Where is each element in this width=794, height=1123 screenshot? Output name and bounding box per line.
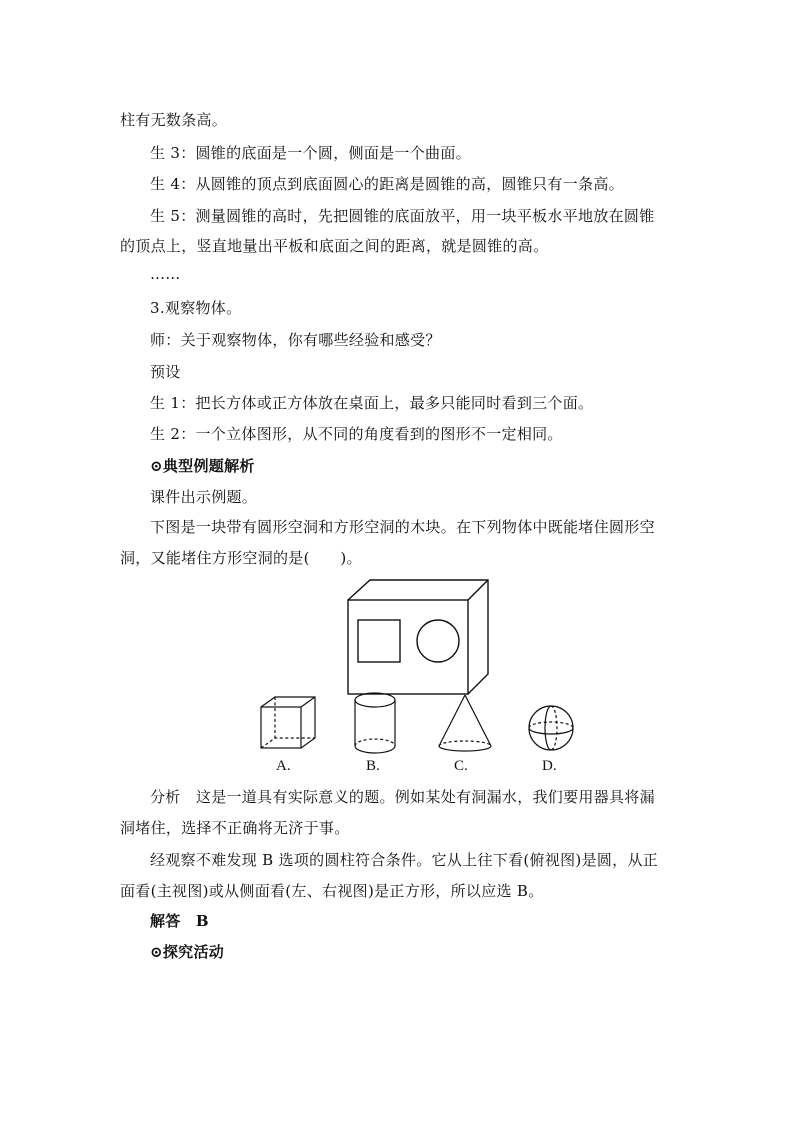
- text-line: 课件出示例题。: [150, 488, 258, 506]
- ellipsis-line: ……: [150, 265, 181, 283]
- text-line: 生 3：圆锥的底面是一个圆，侧面是一个曲面。: [150, 144, 471, 162]
- option-label-d: D.: [542, 758, 557, 774]
- cube-shape: [261, 697, 315, 748]
- question-line: 洞，又能堵住方形空洞的是( )。: [120, 549, 362, 567]
- text-line: 柱有无数条高。: [120, 111, 228, 129]
- question-line: 下图是一块带有圆形空洞和方形空洞的木块。在下列物体中既能堵住圆形空: [150, 518, 655, 536]
- text-line: 生 5：测量圆锥的高时，先把圆锥的底面放平，用一块平板水平地放在圆锥: [150, 207, 655, 225]
- text-line: 的顶点上，竖直地量出平板和底面之间的距离，就是圆锥的高。: [120, 237, 549, 255]
- analysis-line: 洞堵住，选择不正确将无济于事。: [120, 819, 350, 837]
- activity-heading: ⊙探究活动: [150, 943, 225, 961]
- text-line: 经观察不难发现 B 选项的圆柱符合条件。它从上往下看(俯视图)是圆，从正: [150, 851, 659, 869]
- analysis-line: 分析 这是一道具有实际意义的题。例如某处有洞漏水，我们要用器具将漏: [150, 788, 655, 806]
- answer-line: 解答 B: [150, 912, 209, 930]
- cylinder-shape: [355, 693, 395, 753]
- text-line: 师：关于观察物体，你有哪些经验和感受？: [150, 331, 441, 349]
- wooden-block-figure: [240, 570, 600, 760]
- example-heading: ⊙典型例题解析: [150, 457, 255, 475]
- text-line: 生 4：从圆锥的顶点到底面圆心的距离是圆锥的高，圆锥只有一条高。: [150, 175, 624, 193]
- text-line: 生 2：一个立体图形，从不同的角度看到的图形不一定相同。: [150, 425, 563, 443]
- square-hole: [358, 620, 400, 662]
- option-label-b: B.: [366, 758, 380, 774]
- text-line: 预设: [150, 363, 181, 381]
- option-label-a: A.: [276, 758, 291, 774]
- wooden-block: [348, 580, 488, 694]
- text-line: 面看(主视图)或从侧面看(左、右视图)是正方形，所以应选 B。: [120, 882, 544, 900]
- cone-shape: [439, 695, 491, 751]
- sphere-shape: [529, 706, 573, 750]
- section-heading: 3.观察物体。: [150, 299, 242, 317]
- option-label-c: C.: [454, 758, 468, 774]
- text-line: 生 1：把长方体或正方体放在桌面上，最多只能同时看到三个面。: [150, 394, 594, 412]
- circle-hole: [417, 620, 459, 662]
